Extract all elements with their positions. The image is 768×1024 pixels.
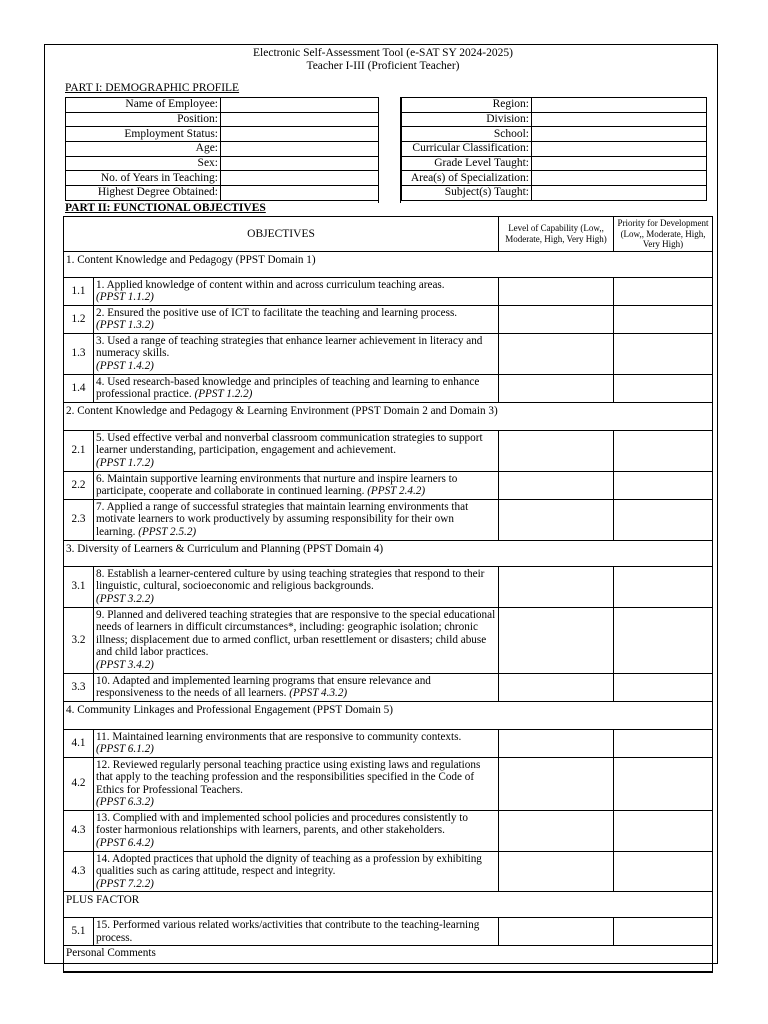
objective-number: 4.2 xyxy=(64,757,94,810)
school-field[interactable] xyxy=(532,127,707,142)
section-row xyxy=(64,251,713,277)
objectives-table xyxy=(63,216,713,973)
section-title: 1. Content Knowledge and Pedagogy (PPST Domain 1) xyxy=(64,251,713,277)
priority-cell[interactable] xyxy=(614,757,713,810)
objective-text: 7. Applied a range of successful strategies that maintain learning environments that motivate learners to work productively by assuming responsibility for their own learning. (PPST 2.5.2) xyxy=(94,499,499,540)
capability-cell[interactable] xyxy=(499,851,614,892)
field-label: School: xyxy=(402,127,532,142)
document-title xyxy=(44,47,722,73)
subjects-taught-field[interactable] xyxy=(532,186,707,201)
title-line-1: Electronic Self-Assessment Tool (e-SAT SY 2024-2025) xyxy=(253,47,513,59)
capability-cell[interactable] xyxy=(499,607,614,673)
objective-number: 1.3 xyxy=(64,333,94,374)
objective-text: 9. Planned and delivered teaching strategies that are responsive to the special educational needs of learners in difficult circumstances*, including: geographic isolation; chronic illness; displacement due to armed conflict, urban resettlement or disasters; child abuse and child labor practices. (PPST 3.4.2) xyxy=(94,607,499,673)
demo-row xyxy=(402,127,707,142)
table-row xyxy=(64,673,713,701)
section-title: PLUS FACTOR xyxy=(64,892,713,918)
curricular-classification-field[interactable] xyxy=(532,142,707,157)
capability-cell[interactable] xyxy=(499,757,614,810)
table-row xyxy=(64,499,713,540)
capability-cell[interactable] xyxy=(499,277,614,305)
field-label: Area(s) of Specialization: xyxy=(402,171,532,186)
capability-cell[interactable] xyxy=(499,430,614,471)
priority-cell[interactable] xyxy=(614,499,713,540)
table-row xyxy=(64,810,713,851)
demo-row xyxy=(66,127,379,142)
demo-row xyxy=(66,186,379,201)
capability-cell[interactable] xyxy=(499,374,614,402)
section-title: 4. Community Linkages and Professional Engagement (PPST Domain 5) xyxy=(64,701,713,729)
capability-cell[interactable] xyxy=(499,810,614,851)
position-field[interactable] xyxy=(221,112,379,127)
field-label: No. of Years in Teaching: xyxy=(66,171,221,186)
objective-text: 12. Reviewed regularly personal teaching practice using existing laws and regulations that apply to the teaching profession and the responsibilities specified in the Code of Ethics for Professional Teachers. (PPST 6.3.2) xyxy=(94,757,499,810)
capability-cell[interactable] xyxy=(499,305,614,333)
field-label: Region: xyxy=(402,98,532,113)
priority-cell[interactable] xyxy=(614,918,713,946)
personal-comments[interactable]: Personal Comments xyxy=(64,946,713,972)
objective-number: 4.3 xyxy=(64,810,94,851)
name-of-employee-field[interactable] xyxy=(221,98,379,113)
table-row xyxy=(64,277,713,305)
demo-row xyxy=(66,98,379,113)
table-row xyxy=(64,333,713,374)
field-label: Position: xyxy=(66,112,221,127)
table-row xyxy=(64,851,713,892)
table-row xyxy=(64,374,713,402)
section-title: 2. Content Knowledge and Pedagogy & Learning Environment (PPST Domain 2 and Domain 3) xyxy=(64,402,713,430)
title-line-2: Teacher I-III (Proficient Teacher) xyxy=(306,60,460,72)
section-row xyxy=(64,402,713,430)
objective-text: 2. Ensured the positive use of ICT to facilitate the teaching and learning process. (PPST 1.3.2) xyxy=(94,305,499,333)
priority-cell[interactable] xyxy=(614,374,713,402)
field-label: Division: xyxy=(402,112,532,127)
priority-cell[interactable] xyxy=(614,305,713,333)
priority-cell[interactable] xyxy=(614,851,713,892)
years-teaching-field[interactable] xyxy=(221,171,379,186)
employment-status-field[interactable] xyxy=(221,127,379,142)
objective-text: 15. Performed various related works/activities that contribute to the teaching-learning process. xyxy=(94,918,499,946)
objective-number: 1.4 xyxy=(64,374,94,402)
comments-row xyxy=(64,946,713,972)
section-row xyxy=(64,701,713,729)
demo-row xyxy=(66,112,379,127)
demo-row xyxy=(402,142,707,157)
section-row xyxy=(64,892,713,918)
demographic-left-table xyxy=(65,97,379,201)
highest-degree-field[interactable] xyxy=(221,186,379,201)
table-row xyxy=(64,757,713,810)
column-separator xyxy=(378,97,401,203)
demo-row xyxy=(66,156,379,171)
demo-row xyxy=(402,156,707,171)
field-label: Subject(s) Taught: xyxy=(402,186,532,201)
objective-number: 4.3 xyxy=(64,851,94,892)
objective-text: 11. Maintained learning environments that are responsive to community contexts. (PPST 6.1.2) xyxy=(94,729,499,757)
priority-cell[interactable] xyxy=(614,810,713,851)
capability-cell[interactable] xyxy=(499,566,614,607)
capability-cell[interactable] xyxy=(499,918,614,946)
objective-text: 1. Applied knowledge of content within and across curriculum teaching areas. (PPST 1.1.2) xyxy=(94,277,499,305)
objective-text: 8. Establish a learner-centered culture by using teaching strategies that respond to their linguistic, cultural, socioeconomic and religious backgrounds. (PPST 3.2.2) xyxy=(94,566,499,607)
objective-number: 3.2 xyxy=(64,607,94,673)
objective-number: 2.3 xyxy=(64,499,94,540)
objective-number: 1.2 xyxy=(64,305,94,333)
objective-text: 14. Adopted practices that uphold the dignity of teaching as a profession by exhibiting qualities such as caring attitude, respect and integrity. (PPST 7.2.2) xyxy=(94,851,499,892)
capability-header: Level of Capability (Low,, Moderate, High, Very High) xyxy=(499,217,614,252)
capability-cell[interactable] xyxy=(499,673,614,701)
demo-row xyxy=(402,98,707,113)
priority-cell[interactable] xyxy=(614,277,713,305)
division-field[interactable] xyxy=(532,112,707,127)
table-row xyxy=(64,566,713,607)
field-label: Name of Employee: xyxy=(66,98,221,113)
objective-text: 5. Used effective verbal and nonverbal classroom communication strategies to support learner understanding, participation, engagement and achievement. (PPST 1.7.2) xyxy=(94,430,499,471)
priority-cell[interactable] xyxy=(614,729,713,757)
table-row xyxy=(64,430,713,471)
objective-number: 2.1 xyxy=(64,430,94,471)
capability-cell[interactable] xyxy=(499,729,614,757)
field-label: Highest Degree Obtained: xyxy=(66,186,221,201)
demo-row xyxy=(402,171,707,186)
objective-text: 4. Used research-based knowledge and principles of teaching and learning to enhance professional practice. (PPST 1.2.2) xyxy=(94,374,499,402)
field-label: Sex: xyxy=(66,156,221,171)
field-label: Employment Status: xyxy=(66,127,221,142)
field-label: Age: xyxy=(66,142,221,157)
section-title: 3. Diversity of Learners & Curriculum and Planning (PPST Domain 4) xyxy=(64,540,713,566)
table-row xyxy=(64,729,713,757)
grade-level-field[interactable] xyxy=(532,156,707,171)
priority-cell[interactable] xyxy=(614,430,713,471)
objective-text: 13. Complied with and implemented school policies and procedures consistently to foster harmonious relationships with learners, parents, and other stakeholders. (PPST 6.4.2) xyxy=(94,810,499,851)
part1-heading: PART I: DEMOGRAPHIC PROFILE xyxy=(65,82,240,94)
table-row xyxy=(64,471,713,499)
capability-cell[interactable] xyxy=(499,333,614,374)
demographic-right-table xyxy=(401,97,707,201)
objective-number: 1.1 xyxy=(64,277,94,305)
priority-cell[interactable] xyxy=(614,333,713,374)
objective-number: 2.2 xyxy=(64,471,94,499)
table-row xyxy=(64,607,713,673)
demo-row xyxy=(66,142,379,157)
demo-row xyxy=(402,186,707,201)
objective-number: 5.1 xyxy=(64,918,94,946)
age-field[interactable] xyxy=(221,142,379,157)
objective-text: 10. Adapted and implemented learning programs that ensure relevance and responsiveness to the needs of all learners. (PPST 4.3.2) xyxy=(94,673,499,701)
field-label: Grade Level Taught: xyxy=(402,156,532,171)
specialization-field[interactable] xyxy=(532,171,707,186)
demo-row xyxy=(66,171,379,186)
part2-heading: PART II: FUNCTIONAL OBJECTIVES xyxy=(65,202,266,214)
capability-cell[interactable] xyxy=(499,499,614,540)
objective-number: 4.1 xyxy=(64,729,94,757)
priority-cell[interactable] xyxy=(614,673,713,701)
priority-cell[interactable] xyxy=(614,471,713,499)
demo-row xyxy=(402,112,707,127)
objectives-header: OBJECTIVES xyxy=(64,217,499,252)
capability-cell[interactable] xyxy=(499,471,614,499)
table-row xyxy=(64,305,713,333)
sex-field[interactable] xyxy=(221,156,379,171)
objective-number: 3.3 xyxy=(64,673,94,701)
field-label: Curricular Classification: xyxy=(402,142,532,157)
priority-header: Priority for Development (Low,, Moderate, High, Very High) xyxy=(614,217,713,252)
table-header-row xyxy=(64,217,713,252)
objective-number: 3.1 xyxy=(64,566,94,607)
objective-text: 3. Used a range of teaching strategies that enhance learner achievement in literacy and numeracy skills. (PPST 1.4.2) xyxy=(94,333,499,374)
section-row xyxy=(64,540,713,566)
region-field[interactable] xyxy=(532,98,707,113)
priority-cell[interactable] xyxy=(614,566,713,607)
objective-text: 6. Maintain supportive learning environments that nurture and inspire learners to participate, cooperate and collaborate in continued learning. (PPST 2.4.2) xyxy=(94,471,499,499)
table-row xyxy=(64,918,713,946)
priority-cell[interactable] xyxy=(614,607,713,673)
